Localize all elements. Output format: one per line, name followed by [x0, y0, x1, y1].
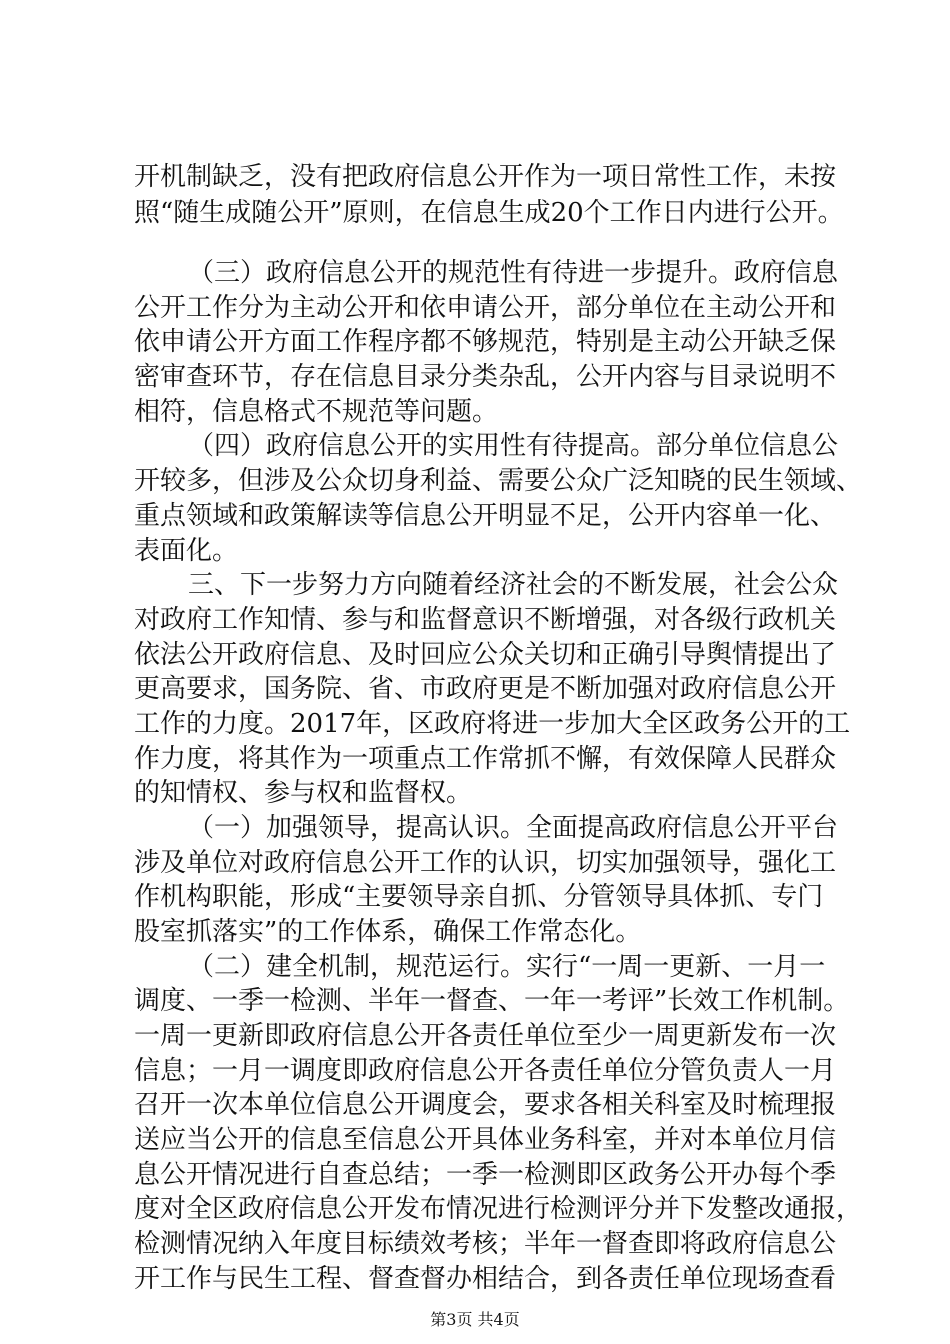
text-line: （三）政府信息公开的规范性有待进一步提升。政府信息: [188, 258, 839, 288]
text-line: 涉及单位对政府信息公开工作的认识，切实加强领导，强化工: [134, 848, 837, 878]
text-line: 依申请公开方面工作程序都不够规范，特别是主动公开缺乏保: [134, 327, 837, 357]
text-line: 更高要求，国务院、省、市政府更是不断加强对政府信息公开: [134, 674, 837, 704]
page-footer: 第3页 共4页: [430, 1310, 520, 1329]
text-line: （一）加强领导，提高认识。全面提高政府信息公开平台: [188, 813, 839, 843]
text-line: 息公开情况进行自查总结；一季一检测即区政务公开办每个季: [134, 1160, 837, 1190]
text-line: 相符，信息格式不规范等问题。: [134, 397, 499, 427]
text-line: 作力度，将其作为一项重点工作常抓不懈，有效保障人民群众: [134, 744, 837, 774]
text-line: 送应当公开的信息至信息公开具体业务科室，并对本单位月信: [134, 1125, 837, 1155]
text-line: （二）建全机制，规范运行。实行“一周一更新、一月一: [188, 952, 826, 982]
text-line: 开工作与民生工程、督查督办相结合，到各责任单位现场查看: [134, 1264, 837, 1294]
text-line: 的知情权、参与权和监督权。: [134, 778, 473, 808]
text-line: 开较多，但涉及公众切身利益、需要公众广泛知晓的民生领域、: [134, 466, 863, 496]
text-line: 表面化。: [134, 536, 239, 566]
text-line: 重点领域和政策解读等信息公开明显不足，公开内容单一化、: [134, 501, 837, 531]
text-line: 密审查环节，存在信息目录分类杂乱，公开内容与目录说明不: [134, 362, 837, 392]
text-line: 开机制缺乏，没有把政府信息公开作为一项日常性工作，未按: [134, 162, 837, 192]
text-line: 调度、一季一检测、半年一督查、一年一考评”长效工作机制。: [134, 986, 850, 1016]
text-line: 三、下一步努力方向随着经济社会的不断发展，社会公众: [188, 570, 839, 600]
text-line: 公开工作分为主动公开和依申请公开，部分单位在主动公开和: [134, 293, 837, 323]
text-line: 度对全区政府信息公开发布情况进行检测评分并下发整改通报，: [134, 1194, 863, 1224]
text-line: 工作的力度。2017年，区政府将进一步加大全区政务公开的工: [134, 709, 851, 739]
text-line: 依法公开政府信息、及时回应公众关切和正确引导舆情提出了: [134, 640, 837, 670]
text-line: 信息；一月一调度即政府信息公开各责任单位分管负责人一月: [134, 1056, 837, 1086]
text-line: 一周一更新即政府信息公开各责任单位至少一周更新发布一次: [134, 1021, 837, 1051]
text-line: 检测情况纳入年度目标绩效考核；半年一督查即将政府信息公: [134, 1229, 837, 1259]
text-line: 对政府工作知情、参与和监督意识不断增强，对各级行政机关: [134, 605, 837, 635]
text-line: 召开一次本单位信息公开调度会，要求各相关科室及时梳理报: [134, 1090, 837, 1120]
text-line: （四）政府信息公开的实用性有待提高。部分单位信息公: [188, 431, 839, 461]
text-line: 股室抓落实”的工作体系，确保工作常态化。: [134, 917, 642, 947]
text-line: 照“随生成随公开”原则，在信息生成20个工作日内进行公开。: [134, 198, 844, 228]
text-line: 作机构职能，形成“主要领导亲自抓、分管领导具体抓、专门: [134, 882, 824, 912]
